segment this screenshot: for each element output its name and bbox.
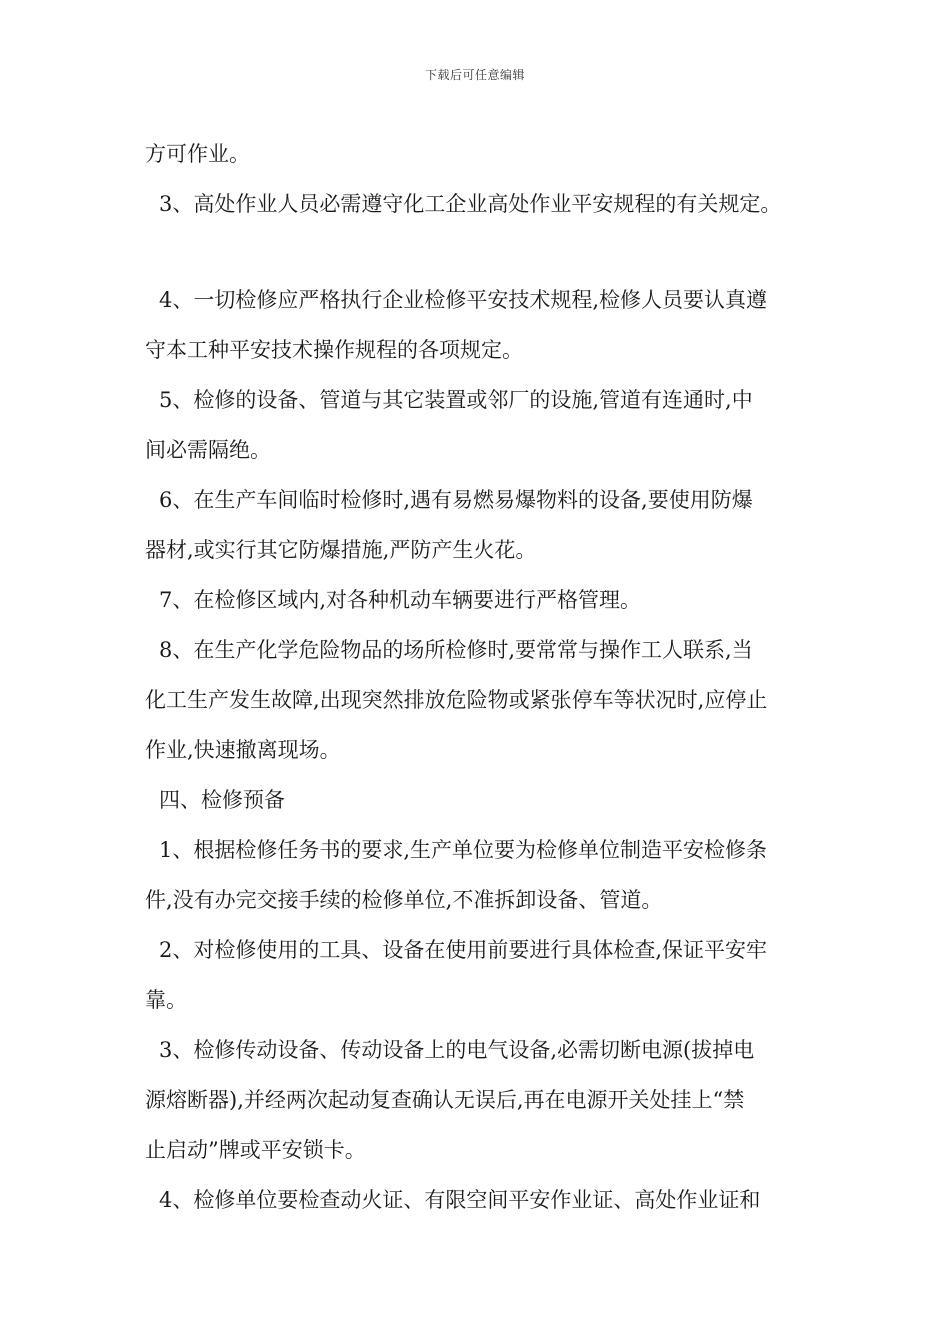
text-line: 止启动”牌或平安锁卡。 bbox=[145, 1138, 366, 1162]
text-line: 间必需隔绝。 bbox=[145, 438, 271, 462]
paragraph-line: 3、检修传动设备、传动设备上的电气设备,必需切断电源(拔掉电 bbox=[159, 1038, 755, 1062]
text-line: 作业,快速撤离现场。 bbox=[145, 738, 341, 762]
text-line: 靠。 bbox=[145, 988, 187, 1012]
paragraph-line: 8、在生产化学危险物品的场所检修时,要常常与操作工人联系,当 bbox=[159, 638, 753, 662]
text-line: 守本工种平安技术操作规程的各项规定。 bbox=[145, 338, 523, 362]
paragraph-line: 3、高处作业人员必需遵守化工企业高处作业平安规程的有关规定。 bbox=[159, 192, 782, 216]
paragraph-line: 6、在生产车间临时检修时,遇有易燃易爆物料的设备,要使用防爆 bbox=[159, 488, 753, 512]
paragraph-gap bbox=[145, 229, 810, 275]
text-line: 源熔断器),并经两次起动复查确认无误后,再在电源开关处挂上“禁 bbox=[145, 1088, 745, 1112]
text-line: 器材,或实行其它防爆措施,严防产生火花。 bbox=[145, 538, 537, 562]
paragraph-line: 5、检修的设备、管道与其它装置或邻厂的设施,管道有连通时,中 bbox=[159, 388, 753, 412]
paragraph-line: 1、根据检修任务书的要求,生产单位要为检修单位制造平安检修条 bbox=[159, 838, 768, 862]
text-line: 化工生产发生故障,出现突然排放危险物或紧张停车等状况时,应停止 bbox=[145, 688, 768, 712]
paragraph-line: 4、检修单位要检查动火证、有限空间平安作业证、高处作业证和 bbox=[159, 1188, 761, 1212]
document-body bbox=[145, 129, 810, 1225]
page-header: 下载后可任意编辑 bbox=[424, 68, 525, 82]
paragraph-line: 2、对检修使用的工具、设备在使用前要进行具体检查,保证平安牢 bbox=[159, 938, 768, 962]
section-heading: 四、检修预备 bbox=[159, 788, 285, 812]
text-line: 件,没有办完交接手续的检修单位,不准拆卸设备、管道。 bbox=[145, 888, 663, 912]
paragraph-line: 7、在检修区域内,对各种机动车辆要进行严格管理。 bbox=[159, 588, 642, 612]
text-line: 方可作业。 bbox=[145, 142, 250, 166]
paragraph-line: 4、一切检修应严格执行企业检修平安技术规程,检修人员要认真遵 bbox=[159, 288, 768, 312]
